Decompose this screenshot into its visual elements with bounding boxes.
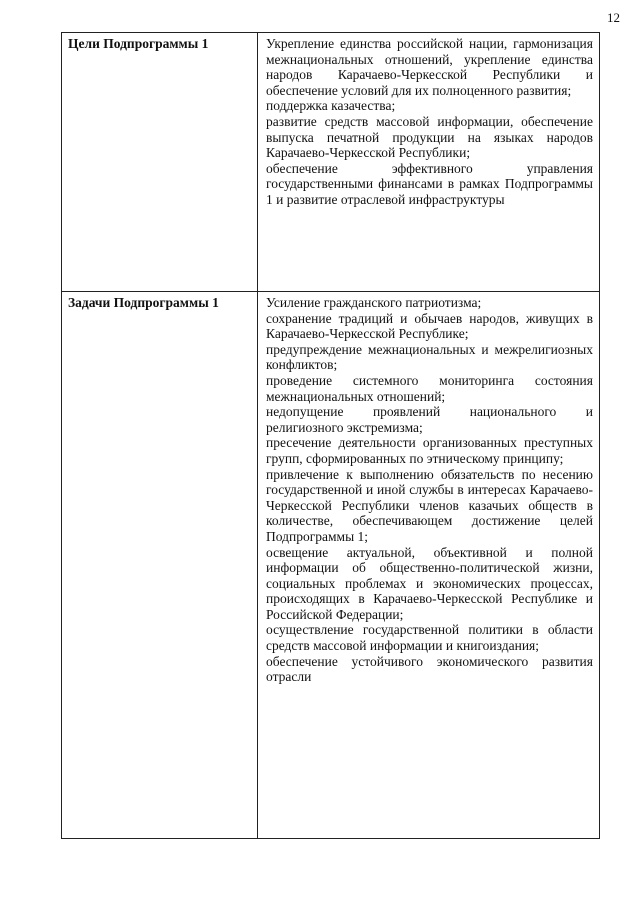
task-item: привлечение к выполнению обязательств по несению государственной и иной службы в интересах Карачаево-Черкесской Республики членов казачьих обществ в количестве, обеспечивающем достижение целей Подпрограммы 1; bbox=[266, 466, 593, 544]
goal-item: обеспечение эффективного управления государственными финансами в рамках Подпрограммы 1 и развитие отраслевой инфраструктуры bbox=[266, 160, 593, 207]
goal-item: развитие средств массовой информации, обеспечение выпуска печатной продукции на языках народов Карачаево-Черкесской Республики; bbox=[266, 113, 593, 161]
task-item: Усиление гражданского патриотизма; bbox=[266, 295, 482, 310]
table-row-tasks bbox=[62, 292, 600, 839]
task-item: недопущение проявлений национального и религиозного экстремизма; bbox=[266, 404, 593, 435]
task-item: освещение актуальной, объективной и полной информации об общественно-политической жизни, социальных проблемах и экономических процессах, происходящих в Карачаево-Черкесской Республике и Российской Федерации; bbox=[266, 544, 593, 622]
program-table bbox=[61, 32, 600, 839]
task-item: обеспечение устойчивого экономического развития отрасли bbox=[266, 653, 593, 685]
task-item: пресечение деятельности организованных преступных групп, сформированных по этническому принципу; bbox=[266, 435, 593, 466]
row-content-tasks bbox=[258, 292, 600, 839]
task-item: осуществление государственной политики в области средств массовой информации и книгоиздания; bbox=[266, 622, 593, 654]
page-number: 12 bbox=[607, 10, 620, 25]
goals-label: Цели Подпрограммы 1 bbox=[68, 36, 209, 51]
goal-item: Укрепление единства российской нации, гармонизация межнациональных отношений, укрепление единства народов Карачаево-Черкесской Республики и обеспечение условий для их полноценного развития; bbox=[266, 36, 593, 98]
tasks-label: Задачи Подпрограммы 1 bbox=[68, 295, 219, 310]
goal-item: поддержка казачества; bbox=[266, 98, 396, 114]
task-item: сохранение традиций и обычаев народов, живущих в Карачаево-Черкесской Республике; bbox=[266, 310, 593, 342]
row-content-goals bbox=[258, 33, 600, 292]
table-row-goals bbox=[62, 33, 600, 292]
task-item: проведение системного мониторинга состояния межнациональных отношений; bbox=[266, 372, 593, 404]
row-label-goals bbox=[62, 33, 258, 292]
row-label-tasks bbox=[62, 292, 258, 839]
task-item: предупреждение межнациональных и межрелигиозных конфликтов; bbox=[266, 341, 593, 373]
